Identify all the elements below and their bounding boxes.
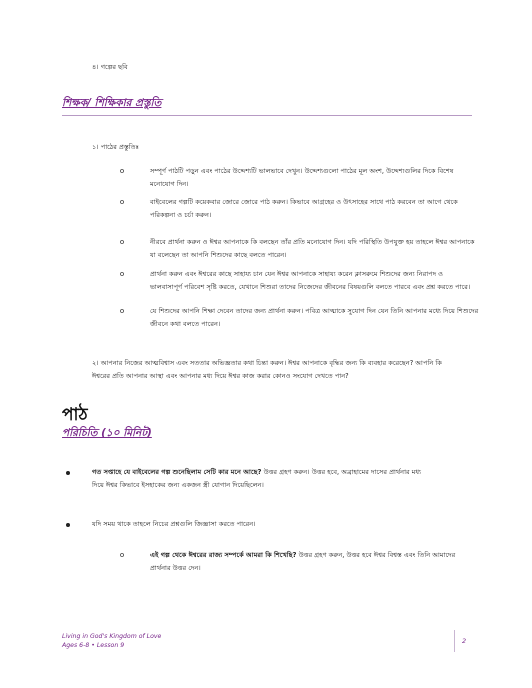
lesson-heading: পাঠ — [62, 405, 88, 425]
prep-bullet-5-line-2: জীবনে কথা বলতে পারেন। — [150, 320, 221, 328]
intro-question-1-bold: গত সপ্তাহে যে বাইবেলের গল্প শুনেছিলাম সেটি কার মনে আছে? — [92, 468, 262, 476]
page-number: 2 — [462, 637, 467, 645]
intro-sub-question-rest: উত্তর গ্রহণ করুন, উত্তর হবে ঈশ্বর বিশ্বস্ত এবং তিনি আমাদের — [296, 551, 456, 559]
circle-bullet-icon: o — [119, 307, 125, 315]
paragraph-2-line-2: ঈশ্বরের প্রতি আপনার আস্থা এবং আপনার মধ্য দিয়ে ঈশ্বর কাজ করার কোনও সংযোগ দেখতে পান? — [92, 372, 349, 380]
circle-bullet-icon: o — [119, 551, 125, 559]
bullet-dot-icon — [66, 523, 70, 527]
section-teacher-prep-title: শিক্ষক/ শিক্ষিকার প্রস্তুতি — [62, 97, 162, 109]
paragraph-2-line-1: ২। আপনার নিজের আত্মবিশ্বাস এবং সততার অভিজ্ঞতার কথা চিন্তা করুন। ঈশ্বর আপনাকে বৃদ্ধির জন্য কি ব্যবহার করেছেন? আপনি কি — [92, 359, 442, 367]
paragraph-2 — [92, 357, 492, 383]
prep-heading: ১। পাঠের প্রস্তুতিঃ — [92, 143, 140, 151]
prep-bullet-1 — [150, 165, 490, 191]
prep-bullet-4-line-2: ভালবাসাপূর্ণ পরিবেশ সৃষ্টি করতে, যেখানে শিশুরা তাদের নিজেদের জীবনের বিষয়গুলি বলতে পারবে এবং প্রশ্ন করতে পারে। — [150, 283, 471, 291]
intro-sub-question-line-2: প্রার্থনার উত্তর দেন। — [150, 564, 201, 572]
circle-bullet-icon: o — [119, 167, 125, 175]
prep-bullet-2 — [150, 196, 490, 222]
intro-sub-question — [150, 549, 490, 575]
intro-question-1-line-2: দিয়ে ঈশ্বর কিভাবে ইসহাকের জন্য একজন স্ত্রী যোগান দিয়েছিলেন। — [92, 481, 264, 489]
intro-heading: পরিচিতি (১০ মিনিট) — [62, 427, 152, 439]
circle-bullet-icon: o — [119, 238, 125, 246]
prep-bullet-1-line-2: মনোযোগ দিন। — [150, 180, 189, 188]
prep-bullet-4-line-1: প্রার্থনা করুন এবং ঈশ্বরের কাছে সাহায্য চান যেন ঈশ্বর আপনাকে সাহায্য করেন ক্লাসরুমে শিশুদের জন্য নিরাপদ ও — [150, 270, 443, 278]
circle-bullet-icon: o — [119, 270, 125, 278]
intro-sub-question-bold: এই গল্প থেকে ঈশ্বরের রাজ্য সম্পর্কে আমরা কি শিখেছি? — [150, 551, 297, 559]
prep-bullet-4 — [150, 268, 490, 294]
item-4-text: ৪। গল্পের ছবি — [92, 63, 128, 71]
intro-question-1-rest: উত্তর গ্রহণ করুন। উত্তর হবে, অব্রাহামের দাসের প্রার্থনার মধ্য — [261, 468, 422, 476]
footer-title: Living in God's Kingdom of Love — [62, 633, 162, 640]
prep-bullet-3-line-1: নীরবে প্রার্থনা করুন ও ঈশ্বর আপনাকে কি বলছেন তাঁর প্রতি মনোযোগ দিন। যদি পরিস্থিতি উপযুক্ত হয় তাহলে ঈশ্বর আপনাকে — [150, 238, 475, 246]
circle-bullet-icon: o — [119, 198, 125, 206]
intro-question-2: যদি সময় থাকে তাহলে নিচের প্রশ্নগুলি জিজ্ঞাসা করতে পারেন। — [92, 520, 256, 528]
footer-subtitle: Ages 6-8 • Lesson 9 — [62, 642, 125, 649]
intro-sub-question-line-1 — [150, 549, 490, 562]
prep-bullet-1-line-1: সম্পূর্ণ পাঠটি পড়ুন এবং পাঠের উদ্দেশ্যটি ভালভাবে দেখুন। উদ্দেশ্যগুলো পাঠের মূল অংশ, উদ্দেশ্যগুলির দিকে বিশেষ — [150, 167, 454, 175]
section-underline-rule — [62, 115, 472, 116]
bullet-dot-icon — [66, 471, 70, 475]
prep-bullet-2-line-2: পরিকল্পনা ও চর্চা করুন। — [150, 211, 212, 219]
prep-bullet-5-line-1: যে শিশুদের আপনি শিক্ষা দেবেন তাদের জন্য প্রার্থনা করুন। পবিত্র আত্মাকে সুযোগ দিন যেন তিনি আপনার মধ্যে দিয়ে শিশুদের — [150, 307, 479, 315]
prep-bullet-2-line-1: বাইবেলের গল্পটি কয়েকবার জোরে জোরে পাঠ করুন। কিভাবে আগ্রহের ও উৎসাহের সাথে পাঠ করবেন তা আগে থেকে — [150, 198, 458, 206]
prep-bullet-3-line-2: যা বলেছেন তা আপনি শিশুদের কাছে বলতে পারেন। — [150, 251, 287, 259]
intro-question-1 — [92, 466, 492, 492]
footer — [62, 632, 161, 650]
intro-question-1-line-1 — [92, 466, 492, 479]
prep-bullet-3 — [150, 236, 490, 262]
prep-bullet-5 — [150, 305, 490, 331]
footer-divider — [454, 630, 455, 652]
